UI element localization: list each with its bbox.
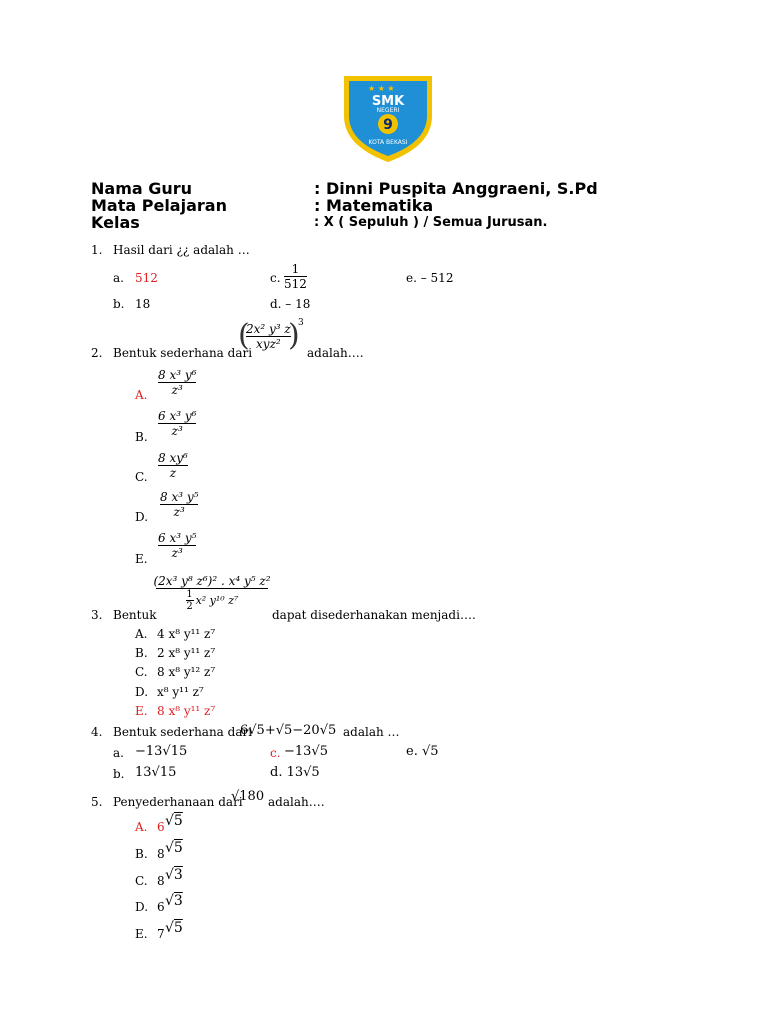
q3-option-e-label: E.	[135, 704, 148, 718]
q5-option-d-coef: 6	[157, 900, 165, 914]
q1-option-b-label: b.	[113, 297, 125, 311]
q5-option-d-label: D.	[135, 900, 149, 914]
q4-option-a-value: −13√15	[135, 744, 188, 759]
q2-option-b-label: B.	[135, 430, 148, 444]
q1-option-c-fraction: 1 512	[284, 262, 307, 291]
q1-option-d: d. – 18	[270, 297, 311, 311]
svg-text:SMK: SMK	[371, 94, 405, 109]
q2-option-b-fraction: 6 x³ y⁶ z³	[158, 409, 197, 438]
q3-option-c-label: C.	[135, 665, 148, 679]
q5-option-c-coef: 8	[157, 874, 165, 888]
q5-post: adalah….	[268, 795, 325, 809]
q1-option-c-label: c.	[270, 271, 281, 285]
label-mata-pelajaran: Mata Pelajaran	[91, 196, 227, 215]
q2-number: 2.	[91, 346, 103, 360]
q4-option-e: e. √5	[406, 744, 439, 759]
q2-option-d-fraction: 8 x³ y⁵ z³	[160, 490, 199, 519]
q4-option-c-value: −13√5	[284, 744, 328, 759]
svg-text:9: 9	[383, 117, 393, 133]
q5-option-b-label: B.	[135, 847, 148, 861]
q2-paren-left: (	[238, 318, 250, 353]
value-kelas: : X ( Sepuluh ) / Semua Jurusan.	[314, 215, 548, 230]
q5-pre: Penyederhanaan dari	[113, 795, 243, 809]
q3-option-b-text: 2 x⁸ y¹¹ z⁷	[157, 646, 216, 660]
q4-option-d: d. 13√5	[270, 765, 320, 780]
q5-option-a-coef: 6	[157, 820, 165, 834]
value-mata-pelajaran: : Matematika	[314, 196, 434, 215]
q1-option-a-value: 512	[135, 271, 158, 285]
q5-option-b-coef: 8	[157, 847, 165, 861]
value-nama-guru: : Dinni Puspita Anggraeni, S.Pd	[314, 179, 598, 198]
q2-post: adalah….	[307, 346, 364, 360]
q5-option-b-radical: √5	[165, 840, 183, 856]
q4-option-a-label: a.	[113, 746, 124, 760]
q5-option-e-coef: 7	[157, 927, 165, 941]
q4-option-b-label: b.	[113, 767, 125, 781]
svg-text:KOTA BEKASI: KOTA BEKASI	[368, 139, 408, 146]
q3-option-e-text: 8 x⁸ y¹¹ z⁷	[157, 704, 216, 718]
label-kelas: Kelas	[91, 213, 140, 232]
q2-option-e-label: E.	[135, 552, 148, 566]
q1-text: Hasil dari ¿¿ adalah …	[113, 243, 250, 257]
q4-expression: 6√5+√5−20√5	[240, 723, 337, 738]
q5-option-c-label: C.	[135, 874, 148, 888]
q2-expression: 2x² y³ z xyz²	[246, 322, 291, 351]
q2-option-a-fraction: 8 x³ y⁶ z³	[158, 368, 197, 397]
q2-option-a-label: A.	[135, 388, 148, 402]
q2-option-d-label: D.	[135, 510, 149, 524]
q2-power: 3	[298, 318, 304, 328]
q4-pre: Bentuk sederhana dari	[113, 725, 253, 739]
q3-option-b-label: B.	[135, 646, 148, 660]
q2-paren-right: )	[288, 318, 300, 353]
q2-pre: Bentuk sederhana dari	[113, 346, 253, 360]
q5-option-c-radical: √3	[165, 867, 183, 883]
q5-expression: √180	[231, 789, 265, 804]
q1-number: 1.	[91, 243, 103, 257]
q3-number: 3.	[91, 608, 103, 622]
school-logo	[340, 72, 436, 164]
q3-pre: Bentuk	[113, 608, 157, 622]
q2-option-c-fraction: 8 xy⁶ z	[158, 451, 188, 480]
q5-option-a-radical: √5	[165, 813, 183, 829]
svg-text:NEGERI: NEGERI	[376, 107, 400, 114]
q3-expression: (2x³ y⁸ z⁶)² . x⁴ y⁵ z² 1 2 x² y¹⁰ z⁷	[153, 574, 271, 612]
q1-option-a-label: a.	[113, 271, 124, 285]
q5-option-e-label: E.	[135, 927, 148, 941]
q4-post: adalah …	[343, 725, 400, 739]
q4-option-b-value: 13√15	[135, 765, 177, 780]
q4-option-c-label: c.	[270, 746, 281, 760]
q5-option-d-radical: √3	[165, 893, 183, 909]
label-nama-guru: Nama Guru	[91, 179, 193, 198]
q3-option-d-text: x⁸ y¹¹ z⁷	[157, 685, 204, 699]
q3-option-d-label: D.	[135, 685, 149, 699]
q4-number: 4.	[91, 725, 103, 739]
q3-post: dapat disederhanakan menjadi….	[272, 608, 476, 622]
q5-number: 5.	[91, 795, 103, 809]
svg-text:★ ★ ★: ★ ★ ★	[368, 84, 395, 93]
q5-option-a-label: A.	[135, 820, 148, 834]
q3-option-a-text: 4 x⁸ y¹¹ z⁷	[157, 627, 216, 641]
q3-option-a-label: A.	[135, 627, 148, 641]
q3-option-c-text: 8 x⁸ y¹² z⁷	[157, 665, 216, 679]
q2-option-e-fraction: 6 x³ y⁵ z³	[158, 531, 197, 560]
q1-option-e: e. – 512	[406, 271, 454, 285]
q5-option-e-radical: √5	[165, 920, 183, 936]
q1-option-b-value: 18	[135, 297, 151, 311]
q2-option-c-label: C.	[135, 470, 148, 484]
